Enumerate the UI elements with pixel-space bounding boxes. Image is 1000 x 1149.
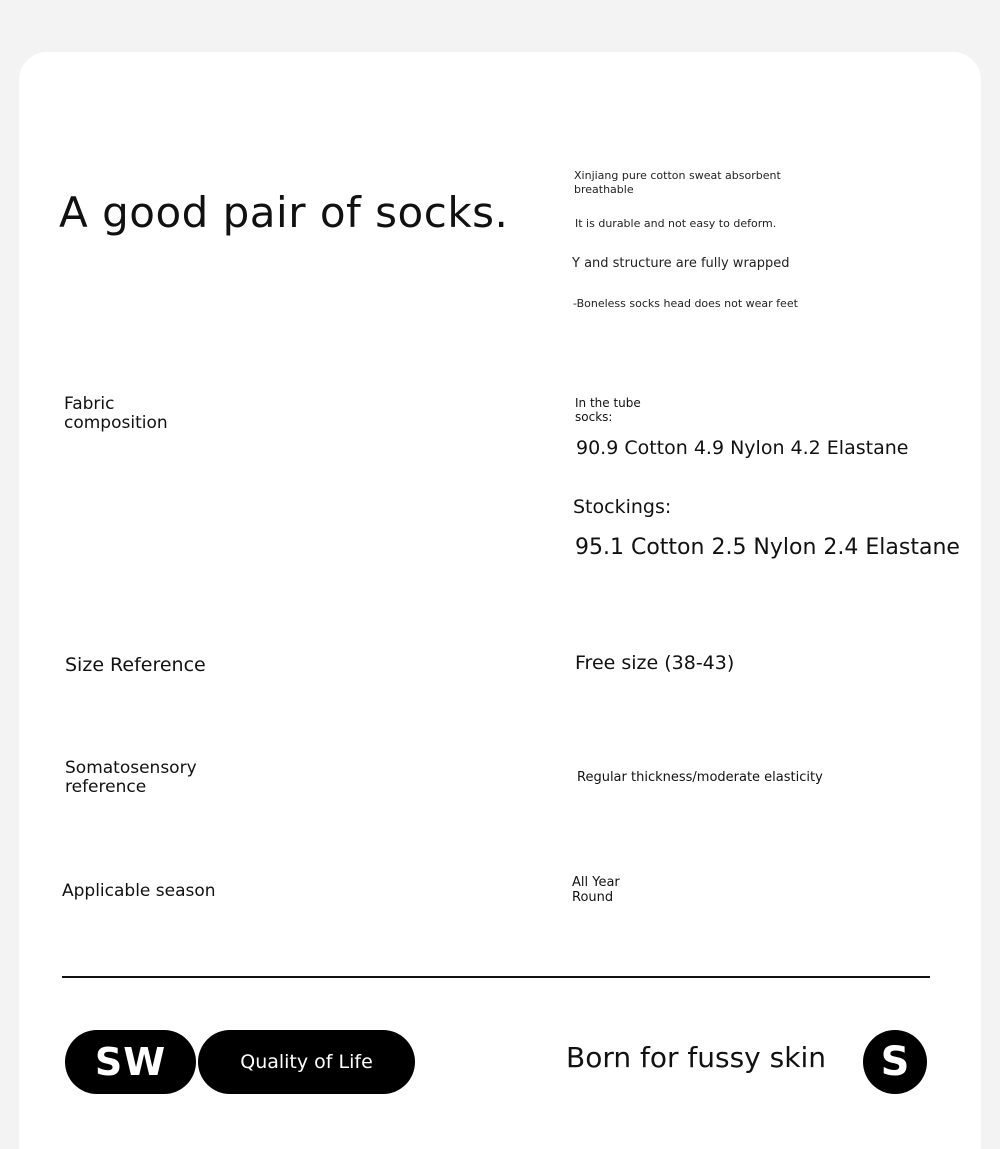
feature-durable: It is durable and not easy to deform.	[575, 217, 777, 230]
stockings-value: 95.1 Cotton 2.5 Nylon 2.4 Elastane	[575, 535, 960, 560]
brand-circle-logo: S	[863, 1030, 927, 1094]
feature-cotton: Xinjiang pure cotton sweat absorbent breathable	[574, 169, 781, 196]
season-label: Applicable season	[62, 881, 216, 901]
fabric-label: Fabric composition	[64, 394, 168, 433]
brand-logo-pill: SW	[65, 1030, 196, 1094]
somatosensory-label: Somatosensory reference	[65, 758, 197, 797]
footer-divider	[62, 976, 930, 978]
brand-slogan-pill: Quality of Life	[198, 1030, 415, 1094]
size-value: Free size (38-43)	[575, 652, 735, 674]
tube-socks-label: In the tube socks:	[575, 396, 641, 424]
feature-wrapped: Y and structure are fully wrapped	[572, 256, 790, 271]
season-value: All Year Round	[572, 875, 620, 905]
headline: A good pair of socks.	[59, 188, 509, 237]
tagline: Born for fussy skin	[566, 1041, 826, 1074]
tube-socks-value: 90.9 Cotton 4.9 Nylon 4.2 Elastane	[576, 437, 909, 459]
feature-boneless: -Boneless socks head does not wear feet	[573, 297, 798, 310]
somatosensory-value: Regular thickness/moderate elasticity	[577, 770, 823, 785]
size-label: Size Reference	[65, 654, 206, 676]
stockings-label: Stockings:	[573, 496, 672, 518]
